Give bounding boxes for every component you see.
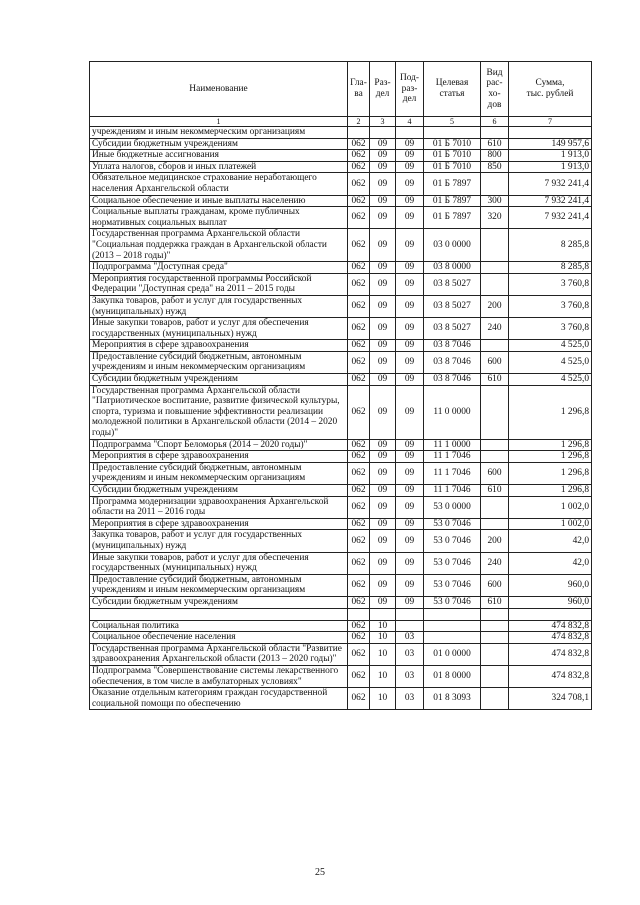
- row-name: Субсидии бюджетным учреждениям: [90, 374, 348, 386]
- row-name: Государственная программа Архангельской области "Социальная поддержка граждан в Архангельской области (2013 – 2018 годы)": [90, 229, 348, 262]
- table-row: [90, 295, 592, 317]
- row-summa: 3 760,8: [509, 318, 592, 340]
- row-vid: 610: [481, 374, 509, 386]
- row-vid: [481, 665, 509, 687]
- row-glava: 062: [348, 195, 370, 207]
- row-celevaya: 53 0 7046: [424, 552, 481, 574]
- row-summa: 8 285,8: [509, 229, 592, 262]
- row-name: Иные бюджетные ассигнования: [90, 150, 348, 162]
- row-celevaya: 01 Б 7897: [424, 173, 481, 195]
- header-glava: Гла- ва: [348, 62, 370, 117]
- table-row: [90, 574, 592, 596]
- row-vid: 600: [481, 351, 509, 373]
- col-number: 6: [481, 117, 509, 127]
- row-vid: 610: [481, 485, 509, 497]
- row-podrazdel: 09: [396, 552, 424, 574]
- row-celevaya: 03 8 5027: [424, 273, 481, 295]
- row-razdel: 10: [370, 643, 396, 665]
- row-vid: [481, 273, 509, 295]
- row-vid: 240: [481, 552, 509, 574]
- row-glava: 062: [348, 596, 370, 608]
- row-vid: [481, 229, 509, 262]
- table-row: [90, 351, 592, 373]
- row-razdel: 09: [370, 374, 396, 386]
- row-glava: 062: [348, 173, 370, 195]
- row-celevaya: 03 8 7046: [424, 340, 481, 352]
- row-vid: 800: [481, 150, 509, 162]
- row-vid: 300: [481, 195, 509, 207]
- header-podrazdel: Под- раз- дел: [396, 62, 424, 117]
- row-summa: 42,0: [509, 552, 592, 574]
- row-razdel: 09: [370, 340, 396, 352]
- row-razdel: 09: [370, 462, 396, 484]
- row-celevaya: 01 Б 7010: [424, 161, 481, 173]
- row-name: Подпрограмма "Доступная среда": [90, 262, 348, 274]
- row-razdel: 09: [370, 161, 396, 173]
- row-razdel: 10: [370, 665, 396, 687]
- row-podrazdel: 09: [396, 161, 424, 173]
- row-name: Обязательное медицинское страхование неработающего населения Архангельской области: [90, 173, 348, 195]
- row-name: Государственная программа Архангельской области "Патриотическое воспитание, развитие физической культуры, спорта, туризма и повышение эффективности реализации молодежной политики в Архангельской области (2014 – 2020 годы)": [90, 385, 348, 439]
- row-celevaya: [424, 608, 481, 620]
- row-celevaya: [424, 127, 481, 139]
- row-podrazdel: 09: [396, 518, 424, 530]
- row-podrazdel: 09: [396, 574, 424, 596]
- row-razdel: 09: [370, 150, 396, 162]
- row-glava: 062: [348, 643, 370, 665]
- table-row: [90, 195, 592, 207]
- row-celevaya: 03 8 7046: [424, 351, 481, 373]
- row-celevaya: 01 0 0000: [424, 643, 481, 665]
- row-name: Мероприятия в сфере здравоохранения: [90, 518, 348, 530]
- table-body: [90, 127, 592, 710]
- row-name: Субсидии бюджетным учреждениям: [90, 485, 348, 497]
- row-name: Предоставление субсидий бюджетным, автономным учреждениям и иным некоммерческим организациям: [90, 351, 348, 373]
- row-summa: 324 708,1: [509, 688, 592, 710]
- row-vid: [481, 518, 509, 530]
- row-podrazdel: 09: [396, 485, 424, 497]
- row-name: Социальная политика: [90, 620, 348, 632]
- row-vid: [481, 451, 509, 463]
- header-summa: Сумма, тыс. рублей: [509, 62, 592, 117]
- row-summa: 1 296,8: [509, 385, 592, 439]
- row-razdel: [370, 127, 396, 139]
- row-glava: 062: [348, 462, 370, 484]
- row-summa: [509, 127, 592, 139]
- row-vid: 600: [481, 462, 509, 484]
- row-name: Субсидии бюджетным учреждениям: [90, 138, 348, 150]
- row-celevaya: 11 1 0000: [424, 439, 481, 451]
- table-row: [90, 632, 592, 644]
- row-vid: 200: [481, 295, 509, 317]
- row-summa: 1 913,0: [509, 161, 592, 173]
- row-celevaya: 53 0 7046: [424, 530, 481, 552]
- row-podrazdel: 09: [396, 318, 424, 340]
- table-row: [90, 138, 592, 150]
- row-name: Подпрограмма "Совершенствование системы лекарственного обеспечения, в том числе в амбулаторных условиях": [90, 665, 348, 687]
- header-razdel: Раз- дел: [370, 62, 396, 117]
- table-row: [90, 608, 592, 620]
- row-podrazdel: 09: [396, 530, 424, 552]
- row-celevaya: 01 Б 7010: [424, 138, 481, 150]
- row-glava: 062: [348, 530, 370, 552]
- row-name: Подпрограмма "Спорт Беломорья (2014 – 2020 годы)": [90, 439, 348, 451]
- row-podrazdel: 03: [396, 632, 424, 644]
- row-razdel: 10: [370, 632, 396, 644]
- row-celevaya: 11 1 7046: [424, 462, 481, 484]
- row-summa: 1 296,8: [509, 462, 592, 484]
- row-razdel: 09: [370, 552, 396, 574]
- row-razdel: 09: [370, 518, 396, 530]
- table-row: [90, 596, 592, 608]
- header-celevaya: Целевая статья: [424, 62, 481, 117]
- table-row: [90, 620, 592, 632]
- row-podrazdel: 09: [396, 138, 424, 150]
- table-row: [90, 318, 592, 340]
- row-razdel: 09: [370, 596, 396, 608]
- row-podrazdel: 09: [396, 496, 424, 518]
- row-vid: [481, 620, 509, 632]
- row-glava: 062: [348, 161, 370, 173]
- col-number: 4: [396, 117, 424, 127]
- row-razdel: 09: [370, 496, 396, 518]
- row-summa: 149 957,6: [509, 138, 592, 150]
- row-razdel: [370, 608, 396, 620]
- row-summa: 1 002,0: [509, 518, 592, 530]
- table-row: [90, 485, 592, 497]
- row-glava: [348, 608, 370, 620]
- row-glava: 062: [348, 229, 370, 262]
- row-glava: 062: [348, 150, 370, 162]
- row-podrazdel: 03: [396, 643, 424, 665]
- row-glava: 062: [348, 665, 370, 687]
- row-name: Оказание отдельным категориям граждан государственной социальной помощи по обеспечению: [90, 688, 348, 710]
- row-summa: 7 932 241,4: [509, 207, 592, 229]
- row-name: [90, 608, 348, 620]
- row-razdel: 09: [370, 439, 396, 451]
- budget-table: [89, 61, 592, 710]
- row-podrazdel: 09: [396, 374, 424, 386]
- table-row: [90, 439, 592, 451]
- row-glava: 062: [348, 620, 370, 632]
- row-podrazdel: 09: [396, 439, 424, 451]
- row-celevaya: 01 8 0000: [424, 665, 481, 687]
- table-row: [90, 161, 592, 173]
- row-celevaya: 01 Б 7010: [424, 150, 481, 162]
- row-razdel: 09: [370, 138, 396, 150]
- row-summa: 4 525,0: [509, 340, 592, 352]
- table-row: [90, 150, 592, 162]
- row-celevaya: [424, 620, 481, 632]
- row-podrazdel: 09: [396, 596, 424, 608]
- row-glava: 062: [348, 496, 370, 518]
- row-summa: 1 913,0: [509, 150, 592, 162]
- table-row: [90, 207, 592, 229]
- row-summa: 7 932 241,4: [509, 195, 592, 207]
- row-celevaya: 11 1 7046: [424, 451, 481, 463]
- row-name: Программа модернизации здравоохранения Архангельской области на 2011 – 2016 годы: [90, 496, 348, 518]
- row-razdel: 10: [370, 688, 396, 710]
- row-name: Социальное обеспечение населения: [90, 632, 348, 644]
- table-row: [90, 518, 592, 530]
- col-number: 5: [424, 117, 481, 127]
- row-podrazdel: 03: [396, 665, 424, 687]
- row-name: Иные закупки товаров, работ и услуг для обеспечения государственных (муниципальных) нужд: [90, 552, 348, 574]
- row-name: Мероприятия в сфере здравоохранения: [90, 340, 348, 352]
- row-vid: [481, 439, 509, 451]
- row-summa: 4 525,0: [509, 374, 592, 386]
- row-podrazdel: [396, 127, 424, 139]
- table-row: [90, 273, 592, 295]
- row-celevaya: 11 1 7046: [424, 485, 481, 497]
- row-podrazdel: 09: [396, 262, 424, 274]
- row-razdel: 09: [370, 485, 396, 497]
- row-celevaya: 53 0 7046: [424, 518, 481, 530]
- row-vid: [481, 262, 509, 274]
- row-razdel: 10: [370, 620, 396, 632]
- row-razdel: 09: [370, 385, 396, 439]
- row-name: Мероприятия в сфере здравоохранения: [90, 451, 348, 463]
- row-summa: 474 832,8: [509, 643, 592, 665]
- row-podrazdel: 09: [396, 173, 424, 195]
- row-razdel: 09: [370, 195, 396, 207]
- table-row: [90, 229, 592, 262]
- table-row: [90, 173, 592, 195]
- row-celevaya: 11 0 0000: [424, 385, 481, 439]
- row-podrazdel: 09: [396, 195, 424, 207]
- row-summa: 8 285,8: [509, 262, 592, 274]
- col-number: 3: [370, 117, 396, 127]
- row-podrazdel: 09: [396, 351, 424, 373]
- row-podrazdel: 09: [396, 295, 424, 317]
- row-summa: 960,0: [509, 596, 592, 608]
- column-numbers-row: [90, 117, 592, 127]
- row-podrazdel: 09: [396, 462, 424, 484]
- table-row: [90, 374, 592, 386]
- row-name: Иные закупки товаров, работ и услуг для обеспечения государственных (муниципальных) нужд: [90, 318, 348, 340]
- row-name: Государственная программа Архангельской области "Развитие здравоохранения Архангельской области (2013 – 2020 годы)": [90, 643, 348, 665]
- table-row: [90, 643, 592, 665]
- row-glava: 062: [348, 207, 370, 229]
- row-summa: 474 832,8: [509, 665, 592, 687]
- row-glava: 062: [348, 295, 370, 317]
- row-vid: 240: [481, 318, 509, 340]
- row-celevaya: 03 8 5027: [424, 295, 481, 317]
- row-vid: 850: [481, 161, 509, 173]
- row-vid: 610: [481, 138, 509, 150]
- row-podrazdel: 03: [396, 688, 424, 710]
- row-name: Социальное обеспечение и иные выплаты населению: [90, 195, 348, 207]
- header-name: Наименование: [90, 62, 348, 117]
- table-row: [90, 462, 592, 484]
- row-razdel: 09: [370, 173, 396, 195]
- table-row: [90, 496, 592, 518]
- row-celevaya: 53 0 7046: [424, 596, 481, 608]
- row-razdel: 09: [370, 451, 396, 463]
- row-vid: 200: [481, 530, 509, 552]
- row-razdel: 09: [370, 207, 396, 229]
- table-row: [90, 552, 592, 574]
- row-glava: 062: [348, 552, 370, 574]
- row-name: Предоставление субсидий бюджетным, автономным учреждениям и иным некоммерческим организациям: [90, 462, 348, 484]
- row-vid: [481, 608, 509, 620]
- row-razdel: 09: [370, 574, 396, 596]
- row-podrazdel: [396, 608, 424, 620]
- row-podrazdel: 09: [396, 229, 424, 262]
- row-podrazdel: 09: [396, 451, 424, 463]
- row-celevaya: 03 0 0000: [424, 229, 481, 262]
- row-celevaya: 03 8 5027: [424, 318, 481, 340]
- row-vid: [481, 496, 509, 518]
- row-glava: 062: [348, 451, 370, 463]
- header-row: [90, 62, 592, 117]
- row-glava: 062: [348, 374, 370, 386]
- row-summa: 474 832,8: [509, 632, 592, 644]
- row-name: Закупка товаров, работ и услуг для государственных (муниципальных) нужд: [90, 530, 348, 552]
- row-razdel: 09: [370, 530, 396, 552]
- row-glava: 062: [348, 262, 370, 274]
- row-name: Социальные выплаты гражданам, кроме публичных нормативных социальных выплат: [90, 207, 348, 229]
- row-podrazdel: 09: [396, 273, 424, 295]
- row-vid: 610: [481, 596, 509, 608]
- row-glava: 062: [348, 485, 370, 497]
- row-celevaya: 01 Б 7897: [424, 207, 481, 229]
- row-celevaya: [424, 632, 481, 644]
- table-row: [90, 451, 592, 463]
- row-razdel: 09: [370, 273, 396, 295]
- row-glava: 062: [348, 351, 370, 373]
- row-glava: 062: [348, 273, 370, 295]
- row-glava: 062: [348, 340, 370, 352]
- row-podrazdel: 09: [396, 150, 424, 162]
- row-vid: [481, 340, 509, 352]
- row-summa: 42,0: [509, 530, 592, 552]
- row-name: Мероприятия государственной программы Российской Федерации "Доступная среда" на 2011 – 2015 годы: [90, 273, 348, 295]
- row-glava: [348, 127, 370, 139]
- row-summa: 1 296,8: [509, 451, 592, 463]
- row-name: Предоставление субсидий бюджетным, автономным учреждениям и иным некоммерческим организациям: [90, 574, 348, 596]
- row-summa: 3 760,8: [509, 273, 592, 295]
- row-podrazdel: 09: [396, 385, 424, 439]
- row-vid: 600: [481, 574, 509, 596]
- row-celevaya: 53 0 0000: [424, 496, 481, 518]
- row-razdel: 09: [370, 262, 396, 274]
- row-podrazdel: 09: [396, 340, 424, 352]
- row-celevaya: 01 Б 7897: [424, 195, 481, 207]
- row-vid: [481, 173, 509, 195]
- row-vid: [481, 385, 509, 439]
- row-glava: 062: [348, 688, 370, 710]
- row-name: Уплата налогов, сборов и иных платежей: [90, 161, 348, 173]
- row-razdel: 09: [370, 229, 396, 262]
- row-name: Закупка товаров, работ и услуг для государственных (муниципальных) нужд: [90, 295, 348, 317]
- row-razdel: 09: [370, 318, 396, 340]
- page-number: 25: [315, 867, 325, 878]
- row-razdel: 09: [370, 351, 396, 373]
- col-number: 2: [348, 117, 370, 127]
- header-vid: Вид рас- хо- дов: [481, 62, 509, 117]
- row-glava: 062: [348, 385, 370, 439]
- row-summa: 3 760,8: [509, 295, 592, 317]
- row-glava: 062: [348, 318, 370, 340]
- row-vid: [481, 127, 509, 139]
- row-summa: 1 296,8: [509, 485, 592, 497]
- row-summa: 7 932 241,4: [509, 173, 592, 195]
- row-name: учреждениям и иным некоммерческим организациям: [90, 127, 348, 139]
- table-row: [90, 688, 592, 710]
- row-name: Субсидии бюджетным учреждениям: [90, 596, 348, 608]
- row-glava: 062: [348, 138, 370, 150]
- row-vid: [481, 688, 509, 710]
- row-celevaya: 01 8 3093: [424, 688, 481, 710]
- row-celevaya: 03 8 7046: [424, 374, 481, 386]
- row-podrazdel: [396, 620, 424, 632]
- row-glava: 062: [348, 439, 370, 451]
- row-summa: 474 832,8: [509, 620, 592, 632]
- row-razdel: 09: [370, 295, 396, 317]
- table-row: [90, 665, 592, 687]
- row-celevaya: 53 0 7046: [424, 574, 481, 596]
- row-vid: [481, 632, 509, 644]
- table-row: [90, 385, 592, 439]
- table-row: [90, 262, 592, 274]
- table-row: [90, 340, 592, 352]
- row-glava: 062: [348, 574, 370, 596]
- table-row: [90, 530, 592, 552]
- table-row: [90, 127, 592, 139]
- row-celevaya: 03 8 0000: [424, 262, 481, 274]
- col-number: 7: [509, 117, 592, 127]
- row-summa: [509, 608, 592, 620]
- col-number: 1: [90, 117, 348, 127]
- row-glava: 062: [348, 632, 370, 644]
- row-vid: [481, 643, 509, 665]
- row-summa: 960,0: [509, 574, 592, 596]
- row-vid: 320: [481, 207, 509, 229]
- row-podrazdel: 09: [396, 207, 424, 229]
- row-summa: 1 002,0: [509, 496, 592, 518]
- row-summa: 1 296,8: [509, 439, 592, 451]
- row-summa: 4 525,0: [509, 351, 592, 373]
- row-glava: 062: [348, 518, 370, 530]
